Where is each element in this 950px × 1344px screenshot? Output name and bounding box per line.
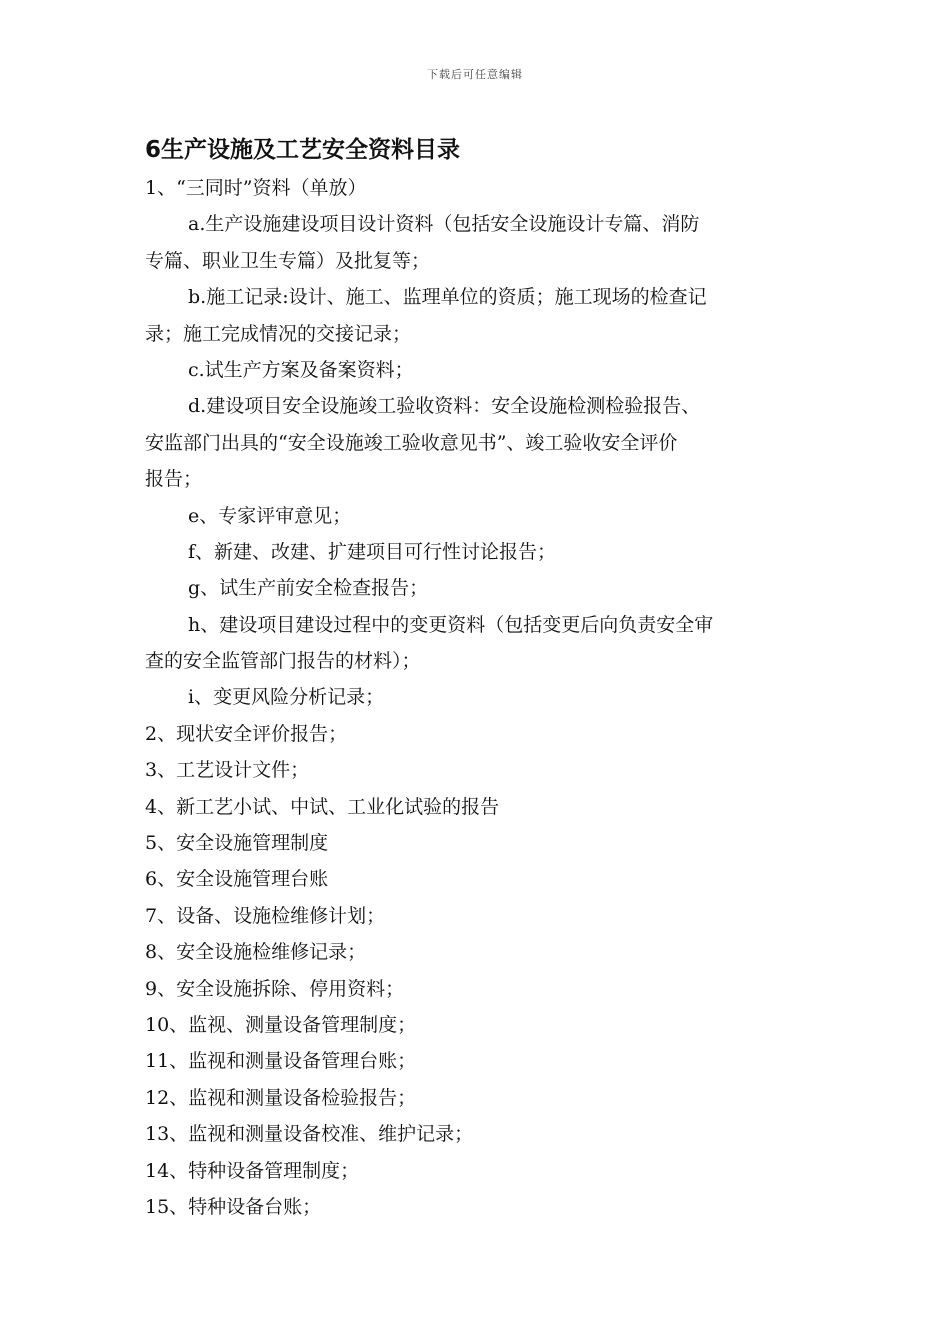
text-line: c.试生产方案及备案资料； bbox=[188, 358, 414, 381]
text-line: a.生产设施建设项目设计资料（包括安全设施设计专篇、消防 bbox=[188, 213, 700, 236]
text-line: 14、特种设备管理制度； bbox=[145, 1159, 360, 1182]
text-line: g、试生产前安全检查报告； bbox=[188, 577, 429, 600]
text-line: 录；施工完成情况的交接记录； bbox=[145, 322, 412, 345]
page-header-note: 下载后可任意编辑 bbox=[427, 68, 523, 81]
text-line: 15、特种设备台账； bbox=[145, 1195, 322, 1218]
text-line: 10、监视、测量设备管理制度； bbox=[145, 1013, 417, 1036]
text-line: 安监部门出具的“安全设施竣工验收意见书”、竣工验收安全评价 bbox=[145, 431, 678, 454]
text-line: f、新建、改建、扩建项目可行性讨论报告； bbox=[188, 540, 557, 563]
text-line: 查的安全监管部门报告的材料）； bbox=[145, 650, 421, 673]
text-line: 3、工艺设计文件； bbox=[145, 759, 310, 782]
text-line: h、建设项目建设过程中的变更资料（包括变更后向负责安全审 bbox=[188, 613, 714, 636]
text-line: 4、新工艺小试、中试、工业化试验的报告 bbox=[145, 795, 500, 818]
text-line: e、专家评审意见； bbox=[188, 504, 352, 527]
text-line: 7、设备、设施检维修计划； bbox=[145, 904, 386, 927]
document-title: 6生产设施及工艺安全资料目录 bbox=[145, 137, 461, 163]
text-line: 12、监视和测量设备检验报告； bbox=[145, 1086, 417, 1109]
text-line: 8、安全设施检维修记录； bbox=[145, 941, 367, 964]
text-line: 6、安全设施管理台账 bbox=[145, 868, 329, 891]
text-line: 9、安全设施拆除、停用资料； bbox=[145, 977, 405, 1000]
text-line: 13、监视和测量设备校准、维护记录； bbox=[145, 1123, 474, 1146]
text-line: 1、“三同时”资料（单放） bbox=[145, 177, 367, 199]
text-line: 5、安全设施管理制度 bbox=[145, 832, 329, 855]
text-line: d.建设项目安全设施竣工验收资料：安全设施检测检验报告、 bbox=[188, 395, 701, 418]
text-line: 报告； bbox=[145, 468, 203, 491]
document-lines bbox=[145, 170, 815, 1225]
text-line: b.施工记录:设计、施工、监理单位的资质；施工现场的检查记 bbox=[188, 286, 707, 309]
text-line: 11、监视和测量设备管理台账； bbox=[145, 1050, 417, 1073]
text-line: i、变更风险分析记录； bbox=[188, 686, 385, 709]
document-body bbox=[145, 130, 815, 1225]
text-line: 2、现状安全评价报告； bbox=[145, 722, 348, 745]
text-line: 专篇、职业卫生专篇）及批复等； bbox=[145, 249, 431, 272]
